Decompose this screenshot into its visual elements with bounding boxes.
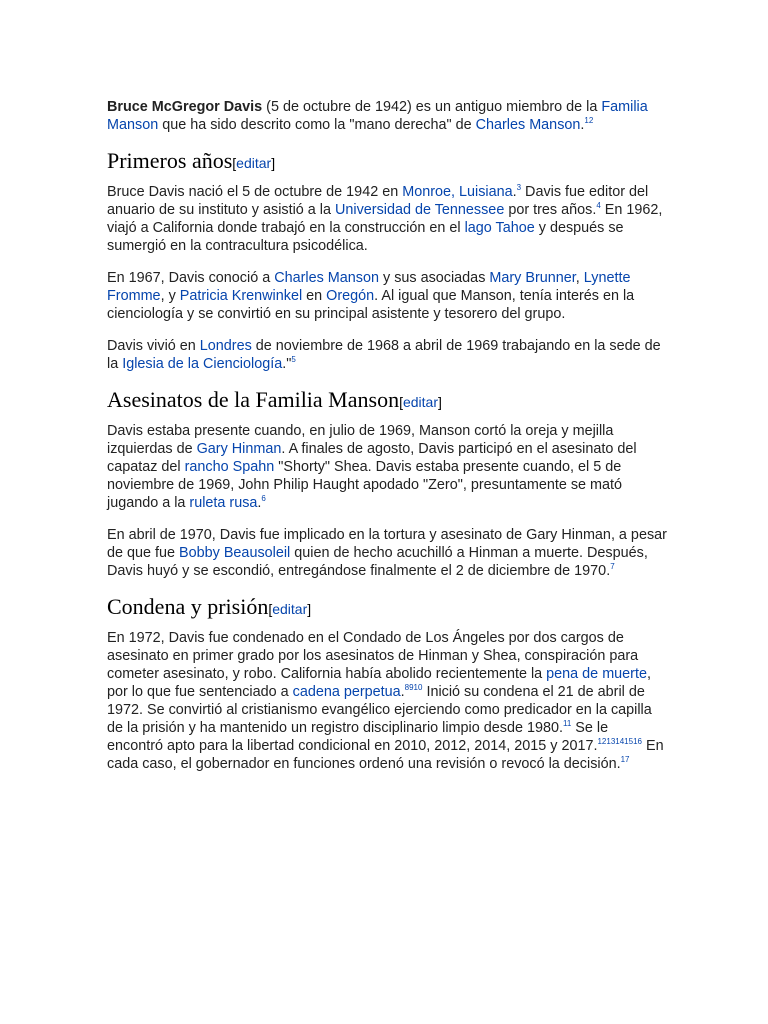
paragraph-conviction-1: En 1972, Davis fue condenado en el Condado de Los Ángeles por dos cargos de asesinato en primer grado por los asesinatos de Hinman y Shea, conspiración para cometer asesinato, y robo. California había abolido recientemente la pena de muerte, por lo que fue sentenciado a cadena perpetua.$^{8910}$ Inició su condena el 21 de abril de 1972. Se convirtió al cristianismo evangélico ejerciendo como predicador en la capilla de la prisión y ha mantenido un registro disciplinario limpio desde 1980.11 Se le encontró apto para la libertad condicional en 2010, 2012, 2014, 2015 y 2017.$^{1213141516}$ En cada caso, el gobernador en funciones ordenó una revisión o revocó la decisión.$^{17}$ xyxy=(107,630,664,772)
ref-7[interactable]: 7 xyxy=(610,562,615,571)
link-cadena-perpetua[interactable]: cadena perpetua xyxy=(292,684,401,700)
link-gary-hinman[interactable]: Gary Hinman xyxy=(196,441,282,457)
link-bobby-beausoleil[interactable]: Bobby Beausoleil xyxy=(179,545,291,561)
heading-primeros-anos: Primeros años[editar] xyxy=(107,148,276,173)
link-londres[interactable]: Londres xyxy=(199,338,252,354)
link-mary-brunner[interactable]: Mary Brunner xyxy=(489,270,576,286)
ref-4[interactable]: 4 xyxy=(596,201,601,210)
ref-8910[interactable]: 8910 xyxy=(404,683,423,692)
ref-3[interactable]: 3 xyxy=(516,183,522,192)
link-iglesia-cienciologia[interactable]: Iglesia de la Cienciología xyxy=(122,356,283,372)
link-charles-manson-2[interactable]: Charles Manson xyxy=(274,270,379,286)
ref-12[interactable]: 12 xyxy=(584,116,594,125)
link-rancho-spahn[interactable]: rancho Spahn xyxy=(184,459,275,475)
paragraph-murders-2: En abril de 1970, Davis fue implicado en la tortura y asesinato de Gary Hinman, a pesar de que fue Bobby Beausoleil quien de hecho acuchilló a Hinman a muerte. Después, Davis huyó y se escondió, entregándose finalmente el 2 de diciembre de 1970.$^7$ xyxy=(107,527,667,579)
edit-link-1[interactable]: editar xyxy=(236,155,272,171)
article xyxy=(107,98,667,787)
intro-paragraph: Bruce McGregor Davis (5 de octubre de 1942) es un antiguo miembro de la Familia Manson que ha sido descrito como la "mano derecha" de Charles Manson.$^{12}$ xyxy=(107,99,648,133)
link-monroe-luisiana[interactable]: Monroe, Luisiana xyxy=(402,184,513,200)
link-charles-manson[interactable]: Charles Manson xyxy=(475,117,581,133)
paragraph-early-1: Bruce Davis nació el 5 de octubre de 1942 en Monroe, Luisiana.$^3$ Davis fue editor del anuario de su instituto y asistió a la Universidad de Tennessee por tres años.$^4$ En 1962, viajó a California donde trabajó en la construcción en el lago Tahoe y después se sumergió en la contracultura psicodélica. xyxy=(107,183,663,254)
link-pena-de-muerte[interactable]: pena de muerte xyxy=(546,666,647,682)
link-universidad-tennessee[interactable]: Universidad de Tennessee xyxy=(334,202,505,218)
edit-section-3: [editar] xyxy=(268,601,312,617)
link-oregon[interactable]: Oregón xyxy=(326,288,375,304)
ref-5[interactable]: 5 xyxy=(291,355,296,364)
paragraph-early-3: Davis vivió en Londres de noviembre de 1968 a abril de 1969 trabajando en la sede de la Iglesia de la Cienciología."$^5$ xyxy=(107,338,661,372)
edit-section-2: [editar] xyxy=(399,394,442,410)
link-lynette-fromme[interactable]: Lynette Fromme xyxy=(107,270,631,304)
ref-1213141516[interactable]: 1213141516 xyxy=(597,737,642,746)
link-familia-manson[interactable]: Familia Manson xyxy=(107,99,648,133)
subject-name: Bruce McGregor Davis xyxy=(107,99,263,115)
link-lago-tahoe[interactable]: lago Tahoe xyxy=(464,220,535,236)
paragraph-murders-1: Davis estaba presente cuando, en julio de 1969, Manson cortó la oreja y mejilla izquierdas de Gary Hinman. A finales de agosto, Davis participó en el asesinato del capataz del rancho Spahn "Shorty" Shea. Davis estaba presente cuando, el 5 de noviembre de 1969, John Philip Haught apodado "Zero", presuntamente se mató jugando a la ruleta rusa.$^6$ xyxy=(107,423,637,511)
ref-17[interactable]: 17 xyxy=(620,755,630,764)
heading-asesinatos: Asesinatos de la Familia Manson[editar] xyxy=(107,387,442,412)
ref-6[interactable]: 6 xyxy=(261,494,266,503)
edit-section-1: [editar] xyxy=(232,155,276,171)
paragraph-early-2: En 1967, Davis conoció a Charles Manson y sus asociadas Mary Brunner, Lynette Fromme, y Patricia Krenwinkel en Oregón. Al igual que Manson, tenía interés en la cienciología y se convirtió en su principal asistente y tesorero del grupo. xyxy=(107,270,635,322)
heading-condena: Condena y prisión[editar] xyxy=(107,594,312,619)
edit-link-2[interactable]: editar xyxy=(402,394,438,410)
ref-11[interactable]: 11 xyxy=(562,719,572,728)
link-ruleta-rusa[interactable]: ruleta rusa xyxy=(189,495,258,511)
link-patricia-krenwinkel[interactable]: Patricia Krenwinkel xyxy=(179,288,303,304)
edit-link-3[interactable]: editar xyxy=(272,601,308,617)
